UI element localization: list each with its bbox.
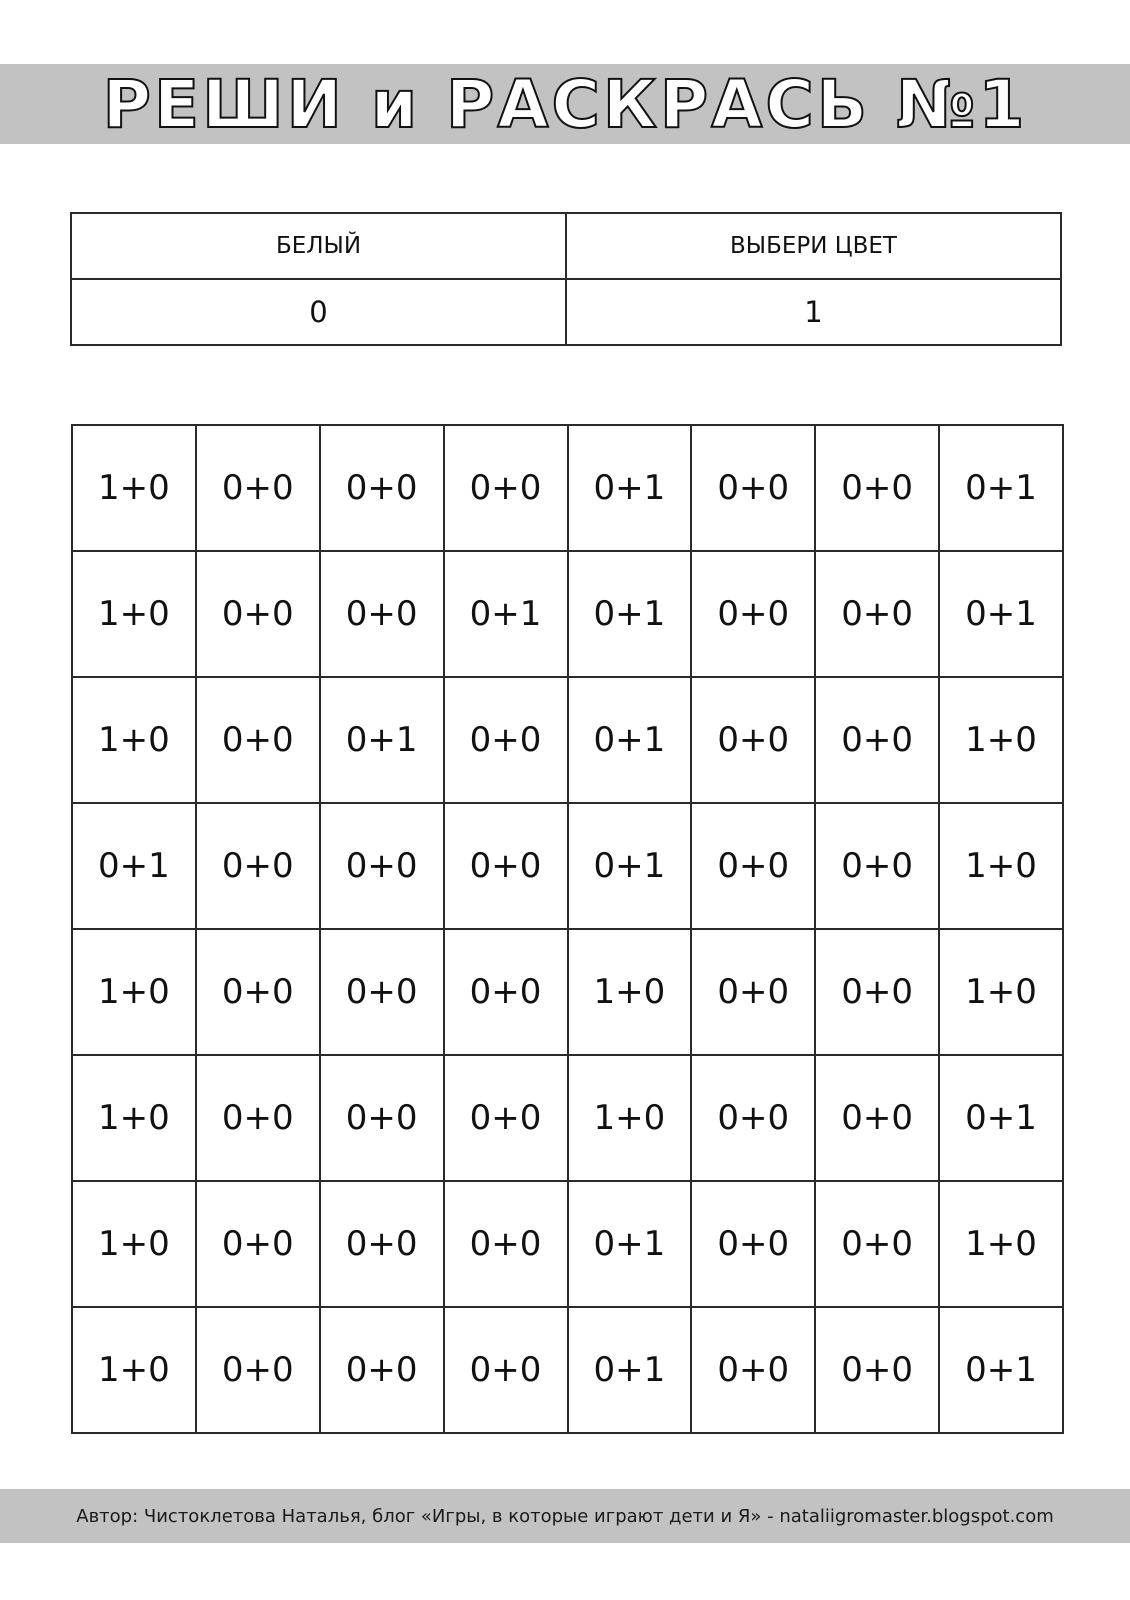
color-legend-table [70,212,1062,346]
grid-row [72,803,1063,929]
legend-header-row [71,213,1061,279]
grid-cell[interactable]: 0+1 [444,551,568,677]
grid-cell[interactable]: 0+0 [815,677,939,803]
grid-cell[interactable]: 0+0 [815,929,939,1055]
grid-cell[interactable]: 0+1 [939,1307,1063,1433]
grid-cell[interactable]: 1+0 [72,1055,196,1181]
grid-cell[interactable]: 0+0 [196,1055,320,1181]
page-title: РЕШИ и РАСКРАСЬ №1 [102,65,1028,143]
grid-cell[interactable]: 0+0 [444,803,568,929]
grid-cell[interactable]: 1+0 [939,803,1063,929]
grid-cell[interactable]: 1+0 [72,1181,196,1307]
grid-cell[interactable]: 1+0 [72,425,196,551]
grid-cell[interactable]: 0+0 [320,929,444,1055]
grid-cell[interactable]: 0+0 [444,677,568,803]
grid-cell[interactable]: 0+0 [691,1307,815,1433]
grid-cell[interactable]: 0+1 [568,551,692,677]
grid-cell[interactable]: 0+1 [939,551,1063,677]
grid-cell[interactable]: 0+0 [196,929,320,1055]
grid-row [72,677,1063,803]
grid-cell[interactable]: 0+0 [691,1055,815,1181]
grid-cell[interactable]: 0+0 [815,803,939,929]
grid-cell[interactable]: 0+1 [568,425,692,551]
grid-cell[interactable]: 0+0 [320,1055,444,1181]
grid-row [72,1055,1063,1181]
grid-cell[interactable]: 0+0 [320,1307,444,1433]
grid-cell[interactable]: 0+0 [691,1181,815,1307]
legend-header-choose-color: ВЫБЕРИ ЦВЕТ [566,213,1061,279]
grid-cell[interactable]: 0+0 [320,425,444,551]
grid-row [72,1307,1063,1433]
grid-cell[interactable]: 0+1 [939,1055,1063,1181]
grid-cell[interactable]: 0+1 [568,677,692,803]
grid-row [72,929,1063,1055]
grid-row [72,1181,1063,1307]
grid-cell[interactable]: 0+0 [815,551,939,677]
grid-cell[interactable]: 0+0 [196,551,320,677]
grid-cell[interactable]: 0+0 [815,425,939,551]
grid-cell[interactable]: 0+1 [568,803,692,929]
grid-cell[interactable]: 0+0 [196,1307,320,1433]
grid-cell[interactable]: 0+0 [691,929,815,1055]
grid-cell[interactable]: 0+1 [568,1181,692,1307]
grid-row [72,551,1063,677]
grid-cell[interactable]: 1+0 [72,929,196,1055]
grid-row [72,425,1063,551]
grid-cell[interactable]: 0+0 [444,1307,568,1433]
grid-cell[interactable]: 0+1 [320,677,444,803]
grid-cell[interactable]: 0+0 [444,425,568,551]
coloring-grid [71,424,1064,1434]
footer-credit: Автор: Чистоклетова Наталья, блог «Игры, в которые играют дети и Я» - nataliigromaster.blogspot.com [76,1505,1054,1527]
grid-cell[interactable]: 0+0 [320,1181,444,1307]
grid-cell[interactable]: 1+0 [939,929,1063,1055]
legend-header-white: БЕЛЫЙ [71,213,566,279]
legend-value-choose-color: 1 [566,279,1061,345]
grid-cell[interactable]: 0+1 [939,425,1063,551]
grid-cell[interactable]: 0+0 [815,1055,939,1181]
legend-value-row [71,279,1061,345]
grid-cell[interactable]: 1+0 [72,677,196,803]
grid-cell[interactable]: 0+1 [72,803,196,929]
grid-cell[interactable]: 0+0 [815,1181,939,1307]
footer-banner [0,1489,1130,1543]
grid-cell[interactable]: 0+0 [320,551,444,677]
grid-cell[interactable]: 0+0 [691,425,815,551]
grid-cell[interactable]: 1+0 [72,1307,196,1433]
grid-cell[interactable]: 0+0 [196,803,320,929]
grid-cell[interactable]: 0+1 [568,1307,692,1433]
grid-cell[interactable]: 0+0 [320,803,444,929]
grid-cell[interactable]: 1+0 [568,929,692,1055]
grid-cell[interactable]: 0+0 [196,677,320,803]
grid-cell[interactable]: 0+0 [444,1055,568,1181]
grid-cell[interactable]: 0+0 [815,1307,939,1433]
grid-cell[interactable]: 0+0 [444,1181,568,1307]
grid-cell[interactable]: 1+0 [939,1181,1063,1307]
grid-cell[interactable]: 1+0 [939,677,1063,803]
grid-cell[interactable]: 0+0 [444,929,568,1055]
grid-cell[interactable]: 1+0 [72,551,196,677]
grid-cell[interactable]: 1+0 [568,1055,692,1181]
grid-cell[interactable]: 0+0 [691,551,815,677]
grid-cell[interactable]: 0+0 [196,1181,320,1307]
grid-cell[interactable]: 0+0 [196,425,320,551]
legend-value-white: 0 [71,279,566,345]
grid-cell[interactable]: 0+0 [691,677,815,803]
grid-cell[interactable]: 0+0 [691,803,815,929]
